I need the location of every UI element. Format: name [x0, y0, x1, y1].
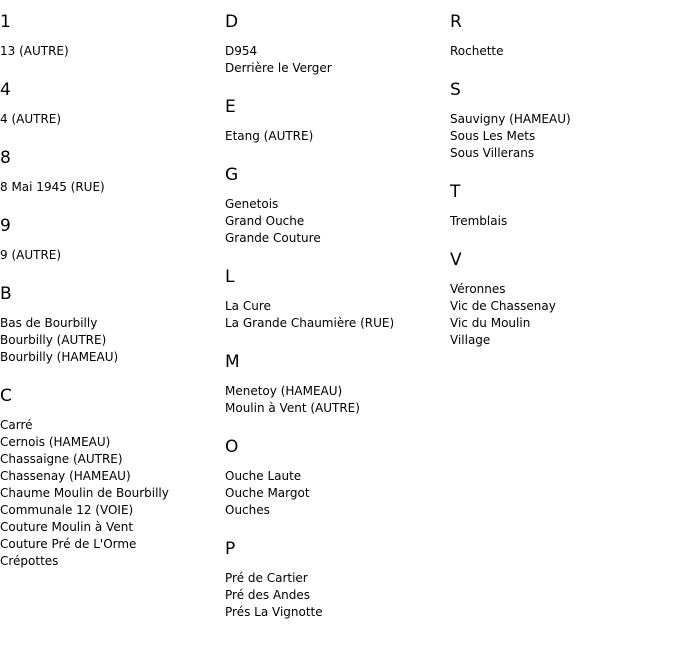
place-name-link[interactable]: Bourbilly (AUTRE) — [0, 333, 107, 347]
place-name-link[interactable]: Chassaigne (AUTRE) — [0, 452, 123, 466]
place-name-list — [450, 43, 670, 60]
place-name-link[interactable]: Prés La Vignotte — [225, 605, 323, 619]
place-name-link[interactable]: Carré — [0, 418, 33, 432]
place-name-link[interactable]: Village — [450, 333, 491, 347]
place-name-list — [225, 128, 445, 145]
place-name-link[interactable]: Bas de Bourbilly — [0, 316, 98, 330]
place-name-link[interactable]: D954 — [225, 44, 258, 58]
group-letter-heading: 1 — [0, 12, 11, 32]
place-name-list — [225, 298, 445, 332]
group-letter-heading: V — [450, 250, 462, 270]
place-name-link[interactable]: Pré des Andes — [225, 588, 311, 602]
place-name-link[interactable]: La Grande Chaumière (RUE) — [225, 316, 395, 330]
letter-group — [0, 79, 220, 128]
group-letter-heading: C — [0, 386, 12, 406]
group-letter-heading: R — [450, 12, 462, 32]
place-name-list — [225, 196, 445, 247]
group-letter-heading: T — [450, 182, 461, 202]
place-name-link[interactable]: Crépottes — [0, 554, 59, 568]
place-name-list — [225, 570, 445, 621]
place-name-list — [450, 281, 670, 349]
letter-group — [225, 266, 445, 332]
letter-group — [0, 215, 220, 264]
letter-group — [225, 436, 445, 519]
place-name-link[interactable]: Véronnes — [450, 282, 506, 296]
group-letter-heading: S — [450, 80, 461, 100]
place-name-link[interactable]: 8 Mai 1945 (RUE) — [0, 180, 105, 194]
place-name-link[interactable]: Cernois (HAMEAU) — [0, 435, 111, 449]
place-name-list — [0, 179, 220, 196]
group-letter-heading: D — [225, 12, 239, 32]
letter-group — [225, 164, 445, 247]
place-name-link[interactable]: Pré de Cartier — [225, 571, 308, 585]
place-name-list — [0, 247, 220, 264]
place-name-list — [0, 417, 220, 570]
place-name-link[interactable]: 13 (AUTRE) — [0, 44, 69, 58]
place-name-link[interactable]: Derrière le Verger — [225, 61, 332, 75]
place-name-list — [0, 315, 220, 366]
group-letter-heading: L — [225, 267, 235, 287]
place-name-link[interactable]: Vic du Moulin — [450, 316, 531, 330]
place-name-link[interactable]: Ouche Laute — [225, 469, 302, 483]
place-name-link[interactable]: Ouche Margot — [225, 486, 310, 500]
letter-group — [225, 11, 445, 77]
index-column — [225, 11, 445, 640]
letter-group — [225, 538, 445, 621]
letter-group — [225, 351, 445, 417]
place-name-link[interactable]: Tremblais — [450, 214, 508, 228]
place-name-list — [0, 111, 220, 128]
place-name-link[interactable]: Ouches — [225, 503, 270, 517]
place-name-link[interactable]: 4 (AUTRE) — [0, 112, 62, 126]
place-name-link[interactable]: Grande Couture — [225, 231, 321, 245]
letter-group — [450, 249, 670, 349]
index-column — [0, 11, 220, 589]
letter-group — [0, 385, 220, 570]
group-letter-heading: M — [225, 352, 240, 372]
place-name-list — [450, 213, 670, 230]
place-name-link[interactable]: Communale 12 (VOIE) — [0, 503, 134, 517]
letter-group — [450, 79, 670, 162]
place-name-link[interactable]: Genetois — [225, 197, 279, 211]
place-name-list — [225, 43, 445, 77]
place-name-list — [0, 43, 220, 60]
group-letter-heading: 4 — [0, 80, 11, 100]
group-letter-heading: O — [225, 437, 239, 457]
group-letter-heading: 9 — [0, 216, 11, 236]
letter-group — [0, 11, 220, 60]
place-name-list — [225, 468, 445, 519]
place-name-list — [450, 111, 670, 162]
index-column — [450, 11, 670, 368]
place-name-link[interactable]: Etang (AUTRE) — [225, 129, 314, 143]
letter-group — [0, 283, 220, 366]
place-name-link[interactable]: Sous Les Mets — [450, 129, 536, 143]
place-name-link[interactable]: Moulin à Vent (AUTRE) — [225, 401, 360, 415]
letter-group — [0, 147, 220, 196]
place-name-link[interactable]: Couture Pré de L'Orme — [0, 537, 137, 551]
place-name-link[interactable]: 9 (AUTRE) — [0, 248, 62, 262]
group-letter-heading: G — [225, 165, 239, 185]
place-name-link[interactable]: Grand Ouche — [225, 214, 305, 228]
place-name-link[interactable]: La Cure — [225, 299, 271, 313]
group-letter-heading: B — [0, 284, 12, 304]
place-name-link[interactable]: Sauvigny (HAMEAU) — [450, 112, 571, 126]
place-name-link[interactable]: Chaume Moulin de Bourbilly — [0, 486, 169, 500]
place-name-link[interactable]: Sous Villerans — [450, 146, 535, 160]
place-name-link[interactable]: Vic de Chassenay — [450, 299, 556, 313]
place-name-link[interactable]: Couture Moulin à Vent — [0, 520, 134, 534]
group-letter-heading: P — [225, 539, 236, 559]
place-name-link[interactable]: Menetoy (HAMEAU) — [225, 384, 343, 398]
place-name-list — [225, 383, 445, 417]
letter-group — [225, 96, 445, 145]
place-name-link[interactable]: Rochette — [450, 44, 504, 58]
letter-group — [450, 11, 670, 60]
place-name-link[interactable]: Bourbilly (HAMEAU) — [0, 350, 119, 364]
place-name-link[interactable]: Chassenay (HAMEAU) — [0, 469, 131, 483]
letter-group — [450, 181, 670, 230]
group-letter-heading: E — [225, 97, 236, 117]
group-letter-heading: 8 — [0, 148, 11, 168]
